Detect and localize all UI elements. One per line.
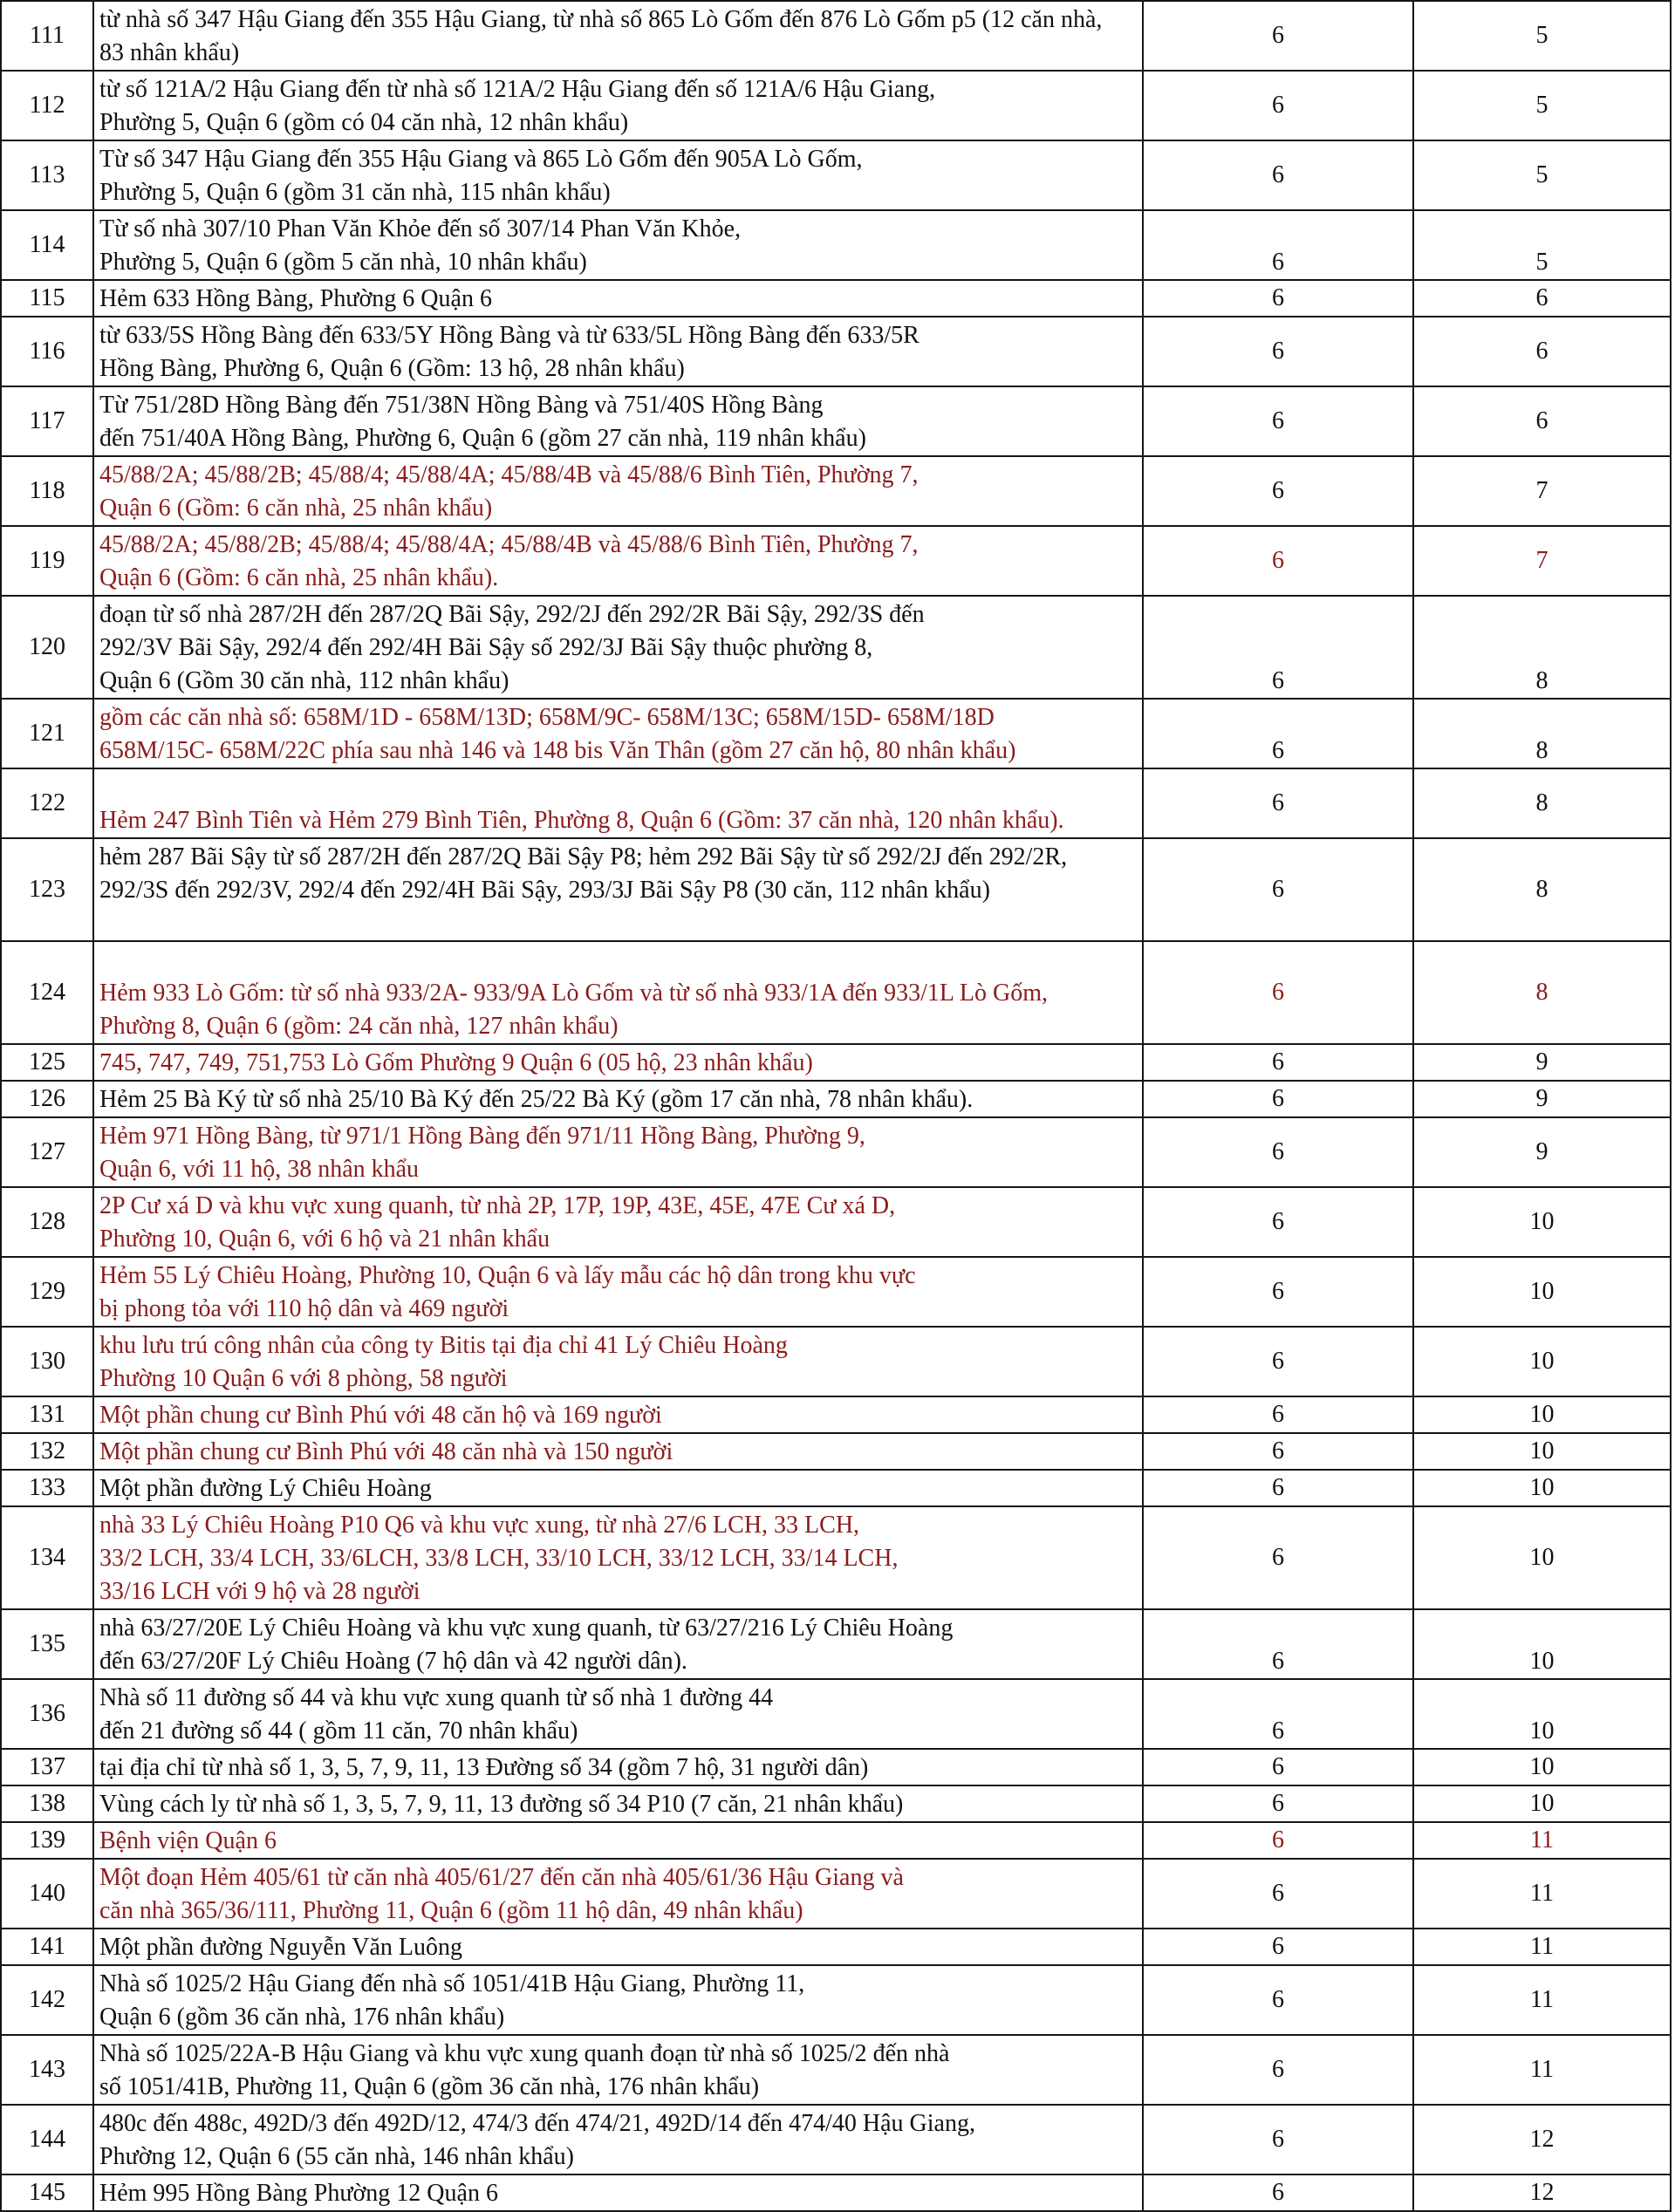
area-description xyxy=(93,2174,1143,2211)
table-row xyxy=(1,1044,1671,1081)
district-cell: 6 xyxy=(1143,456,1413,526)
ward-cell: 10 xyxy=(1413,1785,1671,1822)
description-line: Từ số 347 Hậu Giang đến 355 Hậu Giang và 865 Lò Gốm đến 905A Lò Gốm, xyxy=(99,146,863,173)
description-line: 45/88/2A; 45/88/2B; 45/88/4; 45/88/4A; 45/88/4B và 45/88/6 Bình Tiên, Phường 7, xyxy=(99,531,919,558)
ward-cell: 10 xyxy=(1413,1609,1671,1679)
row-number: 138 xyxy=(1,1785,93,1822)
description-line: Hẻm 247 Bình Tiên và Hẻm 279 Bình Tiên, Phường 8, Quận 6 (Gồm: 37 căn nhà, 120 nhân khẩu). xyxy=(99,807,1064,834)
area-description xyxy=(93,280,1143,317)
description-line: 745, 747, 749, 751,753 Lò Gốm Phường 9 Quận 6 (05 hộ, 23 nhân khẩu) xyxy=(99,1049,813,1076)
row-number: 142 xyxy=(1,1965,93,2035)
ward-cell: 10 xyxy=(1413,1433,1671,1470)
row-number: 141 xyxy=(1,1929,93,1965)
ward-cell: 5 xyxy=(1413,210,1671,280)
description-line: 33/2 LCH, 33/4 LCH, 33/6LCH, 33/8 LCH, 33/10 LCH, 33/12 LCH, 33/14 LCH, xyxy=(99,1545,899,1572)
area-description xyxy=(93,1044,1143,1081)
table-row xyxy=(1,140,1671,210)
district-cell: 6 xyxy=(1143,1785,1413,1822)
table-body xyxy=(1,1,1671,2211)
ward-cell: 8 xyxy=(1413,596,1671,699)
description-line: Từ 751/28D Hồng Bàng đến 751/38N Hồng Bàng và 751/40S Hồng Bàng xyxy=(99,392,824,419)
ward-cell: 10 xyxy=(1413,1327,1671,1396)
description-line: nhà 33 Lý Chiêu Hoàng P10 Q6 và khu vực xung, từ nhà 27/6 LCH, 33 LCH, xyxy=(99,1512,860,1539)
description-line: gồm các căn nhà số: 658M/1D - 658M/13D; 658M/9C- 658M/13C; 658M/15D- 658M/18D xyxy=(99,704,995,731)
district-cell: 6 xyxy=(1143,1506,1413,1609)
district-cell: 6 xyxy=(1143,1081,1413,1117)
area-description xyxy=(93,1187,1143,1257)
ward-cell: 6 xyxy=(1413,280,1671,317)
district-cell: 6 xyxy=(1143,1679,1413,1749)
area-description xyxy=(93,699,1143,768)
ward-cell: 11 xyxy=(1413,1965,1671,2035)
district-cell: 6 xyxy=(1143,2105,1413,2174)
description-line: đến 751/40A Hồng Bàng, Phường 6, Quận 6 (gồm 27 căn nhà, 119 nhân khẩu) xyxy=(99,425,866,452)
row-number: 131 xyxy=(1,1396,93,1433)
ward-cell: 9 xyxy=(1413,1117,1671,1187)
area-description xyxy=(93,1327,1143,1396)
row-number: 127 xyxy=(1,1117,93,1187)
area-description xyxy=(93,1859,1143,1929)
ward-cell: 11 xyxy=(1413,1859,1671,1929)
table-row xyxy=(1,1965,1671,2035)
description-line xyxy=(99,771,1142,804)
ward-cell: 10 xyxy=(1413,1257,1671,1327)
district-cell: 6 xyxy=(1143,526,1413,596)
ward-cell: 9 xyxy=(1413,1044,1671,1081)
district-cell: 6 xyxy=(1143,1187,1413,1257)
area-description xyxy=(93,1965,1143,2035)
row-number: 117 xyxy=(1,386,93,456)
row-number: 121 xyxy=(1,699,93,768)
district-cell: 6 xyxy=(1143,2174,1413,2211)
description-line: Nhà số 1025/22A-B Hậu Giang và khu vực xung quanh đoạn từ nhà số 1025/2 đến nhà xyxy=(99,2040,950,2067)
table-row xyxy=(1,2035,1671,2105)
table-row xyxy=(1,2105,1671,2174)
district-cell: 6 xyxy=(1143,838,1413,941)
ward-cell: 10 xyxy=(1413,1187,1671,1257)
description-line: Phường 10 Quận 6 với 8 phòng, 58 người xyxy=(99,1365,508,1392)
description-line: hẻm 287 Bãi Sậy từ số 287/2H đến 287/2Q Bãi Sậy P8; hẻm 292 Bãi Sậy từ số 292/2J đến 292/2R, xyxy=(99,843,1068,870)
row-number: 113 xyxy=(1,140,93,210)
description-line: Hẻm 995 Hồng Bàng Phường 12 Quận 6 xyxy=(99,2180,498,2207)
ward-cell: 8 xyxy=(1413,941,1671,1044)
description-line: 292/3S đến 292/3V, 292/4 đến 292/4H Bãi Sậy, 293/3J Bãi Sậy P8 (30 căn, 112 nhân khẩu) xyxy=(99,877,990,904)
description-line: Quận 6 (gồm 36 căn nhà, 176 nhân khẩu) xyxy=(99,2004,505,2031)
description-line: đoạn từ số nhà 287/2H đến 287/2Q Bãi Sậy, 292/2J đến 292/2R Bãi Sậy, 292/3S đến xyxy=(99,601,925,628)
description-line: 45/88/2A; 45/88/2B; 45/88/4; 45/88/4A; 45/88/4B và 45/88/6 Bình Tiên, Phường 7, xyxy=(99,461,919,488)
table-row xyxy=(1,941,1671,1044)
description-line: Hẻm 933 Lò Gốm: từ số nhà 933/2A- 933/9A Lò Gốm và từ số nhà 933/1A đến 933/1L Lò Gốm, xyxy=(99,980,1049,1007)
description-line: Một phần chung cư Bình Phú với 48 căn nhà và 150 người xyxy=(99,1438,673,1465)
table-row xyxy=(1,317,1671,386)
description-line: tại địa chỉ từ nhà số 1, 3, 5, 7, 9, 11, 13 Đường số 34 (gồm 7 hộ, 31 người dân) xyxy=(99,1754,869,1781)
district-cell: 6 xyxy=(1143,1749,1413,1785)
description-line: Từ số nhà 307/10 Phan Văn Khỏe đến số 307/14 Phan Văn Khỏe, xyxy=(99,215,742,242)
area-description xyxy=(93,596,1143,699)
row-number: 114 xyxy=(1,210,93,280)
table-row xyxy=(1,1470,1671,1506)
ward-cell: 9 xyxy=(1413,1081,1671,1117)
row-number: 134 xyxy=(1,1506,93,1609)
table-row xyxy=(1,1,1671,71)
area-description xyxy=(93,456,1143,526)
table-row xyxy=(1,699,1671,768)
table-row xyxy=(1,526,1671,596)
row-number: 115 xyxy=(1,280,93,317)
ward-cell: 12 xyxy=(1413,2105,1671,2174)
area-description xyxy=(93,1081,1143,1117)
description-line: Phường 5, Quận 6 (gồm 31 căn nhà, 115 nhân khẩu) xyxy=(99,179,611,206)
row-number: 123 xyxy=(1,838,93,941)
description-line: Một phần đường Nguyễn Văn Luông xyxy=(99,1934,462,1961)
row-number: 125 xyxy=(1,1044,93,1081)
ward-cell: 10 xyxy=(1413,1679,1671,1749)
description-line: đến 21 đường số 44 ( gồm 11 căn, 70 nhân khẩu) xyxy=(99,1717,578,1744)
area-description xyxy=(93,386,1143,456)
row-number: 126 xyxy=(1,1081,93,1117)
ward-cell: 6 xyxy=(1413,317,1671,386)
district-cell: 6 xyxy=(1143,1470,1413,1506)
row-number: 144 xyxy=(1,2105,93,2174)
area-description xyxy=(93,768,1143,838)
district-cell: 6 xyxy=(1143,1929,1413,1965)
area-description xyxy=(93,210,1143,280)
district-cell: 6 xyxy=(1143,1859,1413,1929)
table-row xyxy=(1,1327,1671,1396)
table-row xyxy=(1,1785,1671,1822)
area-description xyxy=(93,71,1143,140)
description-line: Nhà số 11 đường số 44 và khu vực xung quanh từ số nhà 1 đường 44 xyxy=(99,1684,774,1711)
row-number: 130 xyxy=(1,1327,93,1396)
table-row xyxy=(1,210,1671,280)
area-description xyxy=(93,1470,1143,1506)
description-line: đến 63/27/20F Lý Chiêu Hoàng (7 hộ dân và 42 người dân). xyxy=(99,1648,687,1675)
table-row xyxy=(1,456,1671,526)
description-line: nhà 63/27/20E Lý Chiêu Hoàng và khu vực xung quanh, từ 63/27/216 Lý Chiêu Hoàng xyxy=(99,1615,954,1642)
description-line: 83 nhân khẩu) xyxy=(99,39,240,66)
description-line: Quận 6 (Gồm: 6 căn nhà, 25 nhân khẩu) xyxy=(99,495,493,522)
description-line: Một phần đường Lý Chiêu Hoàng xyxy=(99,1475,432,1502)
row-number: 139 xyxy=(1,1822,93,1859)
description-line: Quận 6, với 11 hộ, 38 nhân khẩu xyxy=(99,1156,420,1183)
row-number: 145 xyxy=(1,2174,93,2211)
ward-cell: 10 xyxy=(1413,1749,1671,1785)
area-description xyxy=(93,941,1143,1044)
row-number: 129 xyxy=(1,1257,93,1327)
district-cell: 6 xyxy=(1143,71,1413,140)
ward-cell: 7 xyxy=(1413,456,1671,526)
description-line: Phường 5, Quận 6 (gồm có 04 căn nhà, 12 nhân khẩu) xyxy=(99,109,629,136)
ward-cell: 11 xyxy=(1413,1929,1671,1965)
table-row xyxy=(1,386,1671,456)
row-number: 111 xyxy=(1,1,93,71)
row-number: 116 xyxy=(1,317,93,386)
ward-cell: 6 xyxy=(1413,386,1671,456)
row-number: 112 xyxy=(1,71,93,140)
ward-cell: 5 xyxy=(1413,1,1671,71)
area-description xyxy=(93,317,1143,386)
table-row xyxy=(1,1257,1671,1327)
row-number: 120 xyxy=(1,596,93,699)
district-cell: 6 xyxy=(1143,941,1413,1044)
ward-cell: 7 xyxy=(1413,526,1671,596)
description-line: 480c đến 488c, 492D/3 đến 492D/12, 474/3 đến 474/21, 492D/14 đến 474/40 Hậu Giang, xyxy=(99,2110,975,2137)
ward-cell: 10 xyxy=(1413,1506,1671,1609)
description-line: Hẻm 633 Hồng Bàng, Phường 6 Quận 6 xyxy=(99,285,492,312)
table-row xyxy=(1,838,1671,941)
district-cell: 6 xyxy=(1143,1327,1413,1396)
ward-cell: 8 xyxy=(1413,699,1671,768)
ward-cell: 5 xyxy=(1413,71,1671,140)
description-line: 292/3V Bãi Sậy, 292/4 đến 292/4H Bãi Sậy số 292/3J Bãi Sậy thuộc phường 8, xyxy=(99,634,873,661)
area-description xyxy=(93,1433,1143,1470)
table-row xyxy=(1,280,1671,317)
table-row xyxy=(1,1396,1671,1433)
table-row xyxy=(1,1117,1671,1187)
description-line: Phường 10, Quận 6, với 6 hộ và 21 nhân khẩu xyxy=(99,1225,550,1253)
table-row xyxy=(1,71,1671,140)
area-description xyxy=(93,526,1143,596)
description-line: Phường 8, Quận 6 (gồm: 24 căn nhà, 127 nhân khẩu) xyxy=(99,1013,619,1040)
description-line: Quận 6 (Gồm 30 căn nhà, 112 nhân khẩu) xyxy=(99,667,509,694)
area-description xyxy=(93,1117,1143,1187)
row-number: 124 xyxy=(1,941,93,1044)
ward-cell: 10 xyxy=(1413,1396,1671,1433)
description-line: 33/16 LCH với 9 hộ và 28 người xyxy=(99,1578,420,1605)
district-cell: 6 xyxy=(1143,1433,1413,1470)
district-cell: 6 xyxy=(1143,1965,1413,2035)
table-row xyxy=(1,596,1671,699)
area-description xyxy=(93,1929,1143,1965)
description-line: từ nhà số 347 Hậu Giang đến 355 Hậu Giang, từ nhà số 865 Lò Gốm đến 876 Lò Gốm p5 (12 căn nhà, xyxy=(99,6,1103,33)
ward-cell: 8 xyxy=(1413,768,1671,838)
row-number: 136 xyxy=(1,1679,93,1749)
table-row xyxy=(1,1749,1671,1785)
description-line: Quận 6 (Gồm: 6 căn nhà, 25 nhân khẩu). xyxy=(99,564,499,591)
description-line: Vùng cách ly từ nhà số 1, 3, 5, 7, 9, 11, 13 đường số 34 P10 (7 căn, 21 nhân khẩu) xyxy=(99,1791,904,1818)
table-row xyxy=(1,1187,1671,1257)
description-line: Phường 5, Quận 6 (gồm 5 căn nhà, 10 nhân khẩu) xyxy=(99,249,587,276)
district-cell: 6 xyxy=(1143,1822,1413,1859)
district-cell: 6 xyxy=(1143,1,1413,71)
ward-cell: 5 xyxy=(1413,140,1671,210)
description-line: Một đoạn Hẻm 405/61 từ căn nhà 405/61/27 đến căn nhà 405/61/36 Hậu Giang và xyxy=(99,1864,904,1891)
description-line: Một phần chung cư Bình Phú với 48 căn hộ và 169 người xyxy=(99,1402,662,1429)
table-row xyxy=(1,768,1671,838)
district-cell: 6 xyxy=(1143,596,1413,699)
ward-cell: 10 xyxy=(1413,1470,1671,1506)
row-number: 118 xyxy=(1,456,93,526)
area-description xyxy=(93,1257,1143,1327)
table-row xyxy=(1,1679,1671,1749)
district-cell: 6 xyxy=(1143,210,1413,280)
table-row xyxy=(1,1433,1671,1470)
ward-cell: 11 xyxy=(1413,1822,1671,1859)
description-line: khu lưu trú công nhân của công ty Bitis tại địa chỉ 41 Lý Chiêu Hoàng xyxy=(99,1332,788,1359)
row-number: 143 xyxy=(1,2035,93,2105)
area-description xyxy=(93,1679,1143,1749)
district-cell: 6 xyxy=(1143,1257,1413,1327)
area-description xyxy=(93,1609,1143,1679)
description-line: Nhà số 1025/2 Hậu Giang đến nhà số 1051/41B Hậu Giang, Phường 11, xyxy=(99,1970,805,1997)
description-line: Hồng Bàng, Phường 6, Quận 6 (Gồm: 13 hộ, 28 nhân khẩu) xyxy=(99,355,685,382)
area-description xyxy=(93,1822,1143,1859)
area-description xyxy=(93,2105,1143,2174)
district-cell: 6 xyxy=(1143,140,1413,210)
district-cell: 6 xyxy=(1143,1396,1413,1433)
ward-cell: 11 xyxy=(1413,2035,1671,2105)
area-description xyxy=(93,2035,1143,2105)
table-row xyxy=(1,1822,1671,1859)
description-line: Hẻm 55 Lý Chiêu Hoàng, Phường 10, Quận 6 và lấy mẫu các hộ dân trong khu vực xyxy=(99,1262,916,1289)
description-line: căn nhà 365/36/111, Phường 11, Quận 6 (gồm 11 hộ dân, 49 nhân khẩu) xyxy=(99,1897,803,1924)
row-number: 140 xyxy=(1,1859,93,1929)
description-line: Bệnh viện Quận 6 xyxy=(99,1827,277,1854)
area-description xyxy=(93,140,1143,210)
row-number: 122 xyxy=(1,768,93,838)
row-number: 119 xyxy=(1,526,93,596)
row-number: 135 xyxy=(1,1609,93,1679)
area-description xyxy=(93,1506,1143,1609)
description-line: Hẻm 25 Bà Ký từ số nhà 25/10 Bà Ký đến 25/22 Bà Ký (gồm 17 căn nhà, 78 nhân khẩu). xyxy=(99,1086,974,1113)
area-description xyxy=(93,838,1143,941)
description-line: Hẻm 971 Hồng Bàng, từ 971/1 Hồng Bàng đến 971/11 Hồng Bàng, Phường 9, xyxy=(99,1123,865,1150)
row-number: 128 xyxy=(1,1187,93,1257)
ward-cell: 12 xyxy=(1413,2174,1671,2211)
district-cell: 6 xyxy=(1143,1117,1413,1187)
description-line: Phường 12, Quận 6 (55 căn nhà, 146 nhân khẩu) xyxy=(99,2143,574,2170)
description-line: bị phong tỏa với 110 hộ dân và 469 người xyxy=(99,1295,509,1322)
district-cell: 6 xyxy=(1143,1609,1413,1679)
table-row xyxy=(1,1081,1671,1117)
description-line: từ số 121A/2 Hậu Giang đến từ nhà số 121A/2 Hậu Giang đến số 121A/6 Hậu Giang, xyxy=(99,76,936,103)
area-description xyxy=(93,1396,1143,1433)
district-cell: 6 xyxy=(1143,280,1413,317)
row-number: 133 xyxy=(1,1470,93,1506)
table-row xyxy=(1,2174,1671,2211)
district-cell: 6 xyxy=(1143,768,1413,838)
district-cell: 6 xyxy=(1143,1044,1413,1081)
area-description xyxy=(93,1785,1143,1822)
ward-cell: 8 xyxy=(1413,838,1671,941)
table-row xyxy=(1,1609,1671,1679)
description-line: 658M/15C- 658M/22C phía sau nhà 146 và 148 bis Văn Thân (gồm 27 căn hộ, 80 nhân khẩu) xyxy=(99,737,1016,764)
table-row xyxy=(1,1859,1671,1929)
row-number: 137 xyxy=(1,1749,93,1785)
row-number: 132 xyxy=(1,1433,93,1470)
description-line xyxy=(99,944,1142,977)
description-line: 2P Cư xá D và khu vực xung quanh, từ nhà 2P, 17P, 19P, 43E, 45E, 47E Cư xá D, xyxy=(99,1192,896,1219)
district-cell: 6 xyxy=(1143,2035,1413,2105)
description-line: từ 633/5S Hồng Bàng đến 633/5Y Hồng Bàng và từ 633/5L Hồng Bàng đến 633/5R xyxy=(99,322,920,349)
table-row xyxy=(1,1506,1671,1609)
district-cell: 6 xyxy=(1143,317,1413,386)
area-description xyxy=(93,1,1143,71)
district-cell: 6 xyxy=(1143,699,1413,768)
description-line: số 1051/41B, Phường 11, Quận 6 (gồm 36 căn nhà, 176 nhân khẩu) xyxy=(99,2073,760,2100)
table-row xyxy=(1,1929,1671,1965)
district-cell: 6 xyxy=(1143,386,1413,456)
area-description xyxy=(93,1749,1143,1785)
